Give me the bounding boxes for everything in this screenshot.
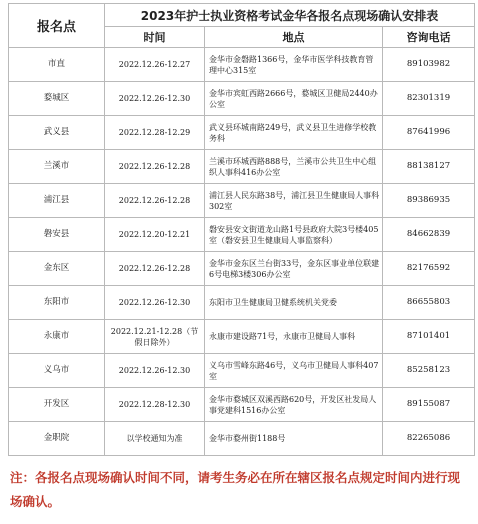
table-row: [9, 82, 475, 116]
time-cell: 2022.12.28-12.29: [105, 116, 205, 150]
header-site: 报名点: [9, 4, 105, 48]
table-row: [9, 116, 475, 150]
phone-cell: 89103982: [383, 48, 475, 82]
site-cell: 义乌市: [9, 354, 105, 388]
address-cell: 金华市婺州街1188号: [205, 422, 383, 456]
phone-cell: 85258123: [383, 354, 475, 388]
address-cell: 磐安县安文街道龙山路1号县政府大院3号楼405室（磐安县卫生健康局人事监察科）: [205, 218, 383, 252]
address-cell: 金华市金磐路1366号，金华市医学科技教育管理中心315室: [205, 48, 383, 82]
table-row: [9, 354, 475, 388]
table-row: [9, 388, 475, 422]
table-row: [9, 150, 475, 184]
table-row: [9, 48, 475, 82]
time-cell: 2022.12.26-12.28: [105, 184, 205, 218]
table-row: [9, 184, 475, 218]
time-cell: 2022.12.26-12.28: [105, 150, 205, 184]
time-cell: 2022.12.26-12.27: [105, 48, 205, 82]
phone-cell: 88138127: [383, 150, 475, 184]
site-cell: 婺城区: [9, 82, 105, 116]
phone-cell: 82176592: [383, 252, 475, 286]
header-phone: 咨询电话: [383, 27, 475, 48]
time-cell: 2022.12.21-12.28（节假日除外）: [105, 320, 205, 354]
table-row: [9, 252, 475, 286]
site-cell: 东阳市: [9, 286, 105, 320]
phone-cell: 87101401: [383, 320, 475, 354]
site-cell: 金职院: [9, 422, 105, 456]
site-cell: 永康市: [9, 320, 105, 354]
address-cell: 金华市宾虹西路2666号，婺城区卫健局2440办公室: [205, 82, 383, 116]
address-cell: 金华市婺城区双溪西路620号，开发区社发局人事党建科1516办公室: [205, 388, 383, 422]
schedule-table: [8, 3, 475, 456]
time-cell: 2022.12.26-12.30: [105, 286, 205, 320]
site-cell: 武义县: [9, 116, 105, 150]
site-cell: 金东区: [9, 252, 105, 286]
phone-cell: 82265086: [383, 422, 475, 456]
table-row: [9, 218, 475, 252]
site-cell: 浦江县: [9, 184, 105, 218]
header-time: 时间: [105, 27, 205, 48]
address-cell: 武义县环城南路249号，武义县卫生进修学校教务科: [205, 116, 383, 150]
time-cell: 2022.12.26-12.28: [105, 252, 205, 286]
address-cell: 永康市建设路71号，永康市卫健局人事科: [205, 320, 383, 354]
site-cell: 开发区: [9, 388, 105, 422]
phone-cell: 82301319: [383, 82, 475, 116]
phone-cell: 89155087: [383, 388, 475, 422]
phone-cell: 89386935: [383, 184, 475, 218]
address-cell: 东阳市卫生健康局卫健系统机关党委: [205, 286, 383, 320]
site-cell: 市直: [9, 48, 105, 82]
site-cell: 兰溪市: [9, 150, 105, 184]
address-cell: 兰溪市环城西路888号，兰溪市公共卫生中心组织人事科416办公室: [205, 150, 383, 184]
phone-cell: 87641996: [383, 116, 475, 150]
address-cell: 义乌市雪峰东路46号，义乌市卫健局人事科407室: [205, 354, 383, 388]
table-title: 2023年护士执业资格考试金华各报名点现场确认安排表: [105, 4, 475, 27]
phone-cell: 84662839: [383, 218, 475, 252]
address-cell: 浦江县人民东路38号，浦江县卫生健康局人事科302室: [205, 184, 383, 218]
address-cell: 金华市金东区兰台街33号，金东区事业单位联建6号电梯3楼306办公室: [205, 252, 383, 286]
time-cell: 以学校通知为准: [105, 422, 205, 456]
table-title-row: [9, 4, 475, 27]
time-cell: 2022.12.26-12.30: [105, 82, 205, 116]
phone-cell: 86655803: [383, 286, 475, 320]
header-address: 地点: [205, 27, 383, 48]
table-row: [9, 320, 475, 354]
time-cell: 2022.12.20-12.21: [105, 218, 205, 252]
table-row: [9, 422, 475, 456]
footnote: 注：各报名点现场确认时间不同，请考生务必在所在辖区报名点规定时间内进行现场确认。: [10, 470, 461, 509]
site-cell: 磐安县: [9, 218, 105, 252]
time-cell: 2022.12.26-12.30: [105, 354, 205, 388]
time-cell: 2022.12.28-12.30: [105, 388, 205, 422]
table-row: [9, 286, 475, 320]
